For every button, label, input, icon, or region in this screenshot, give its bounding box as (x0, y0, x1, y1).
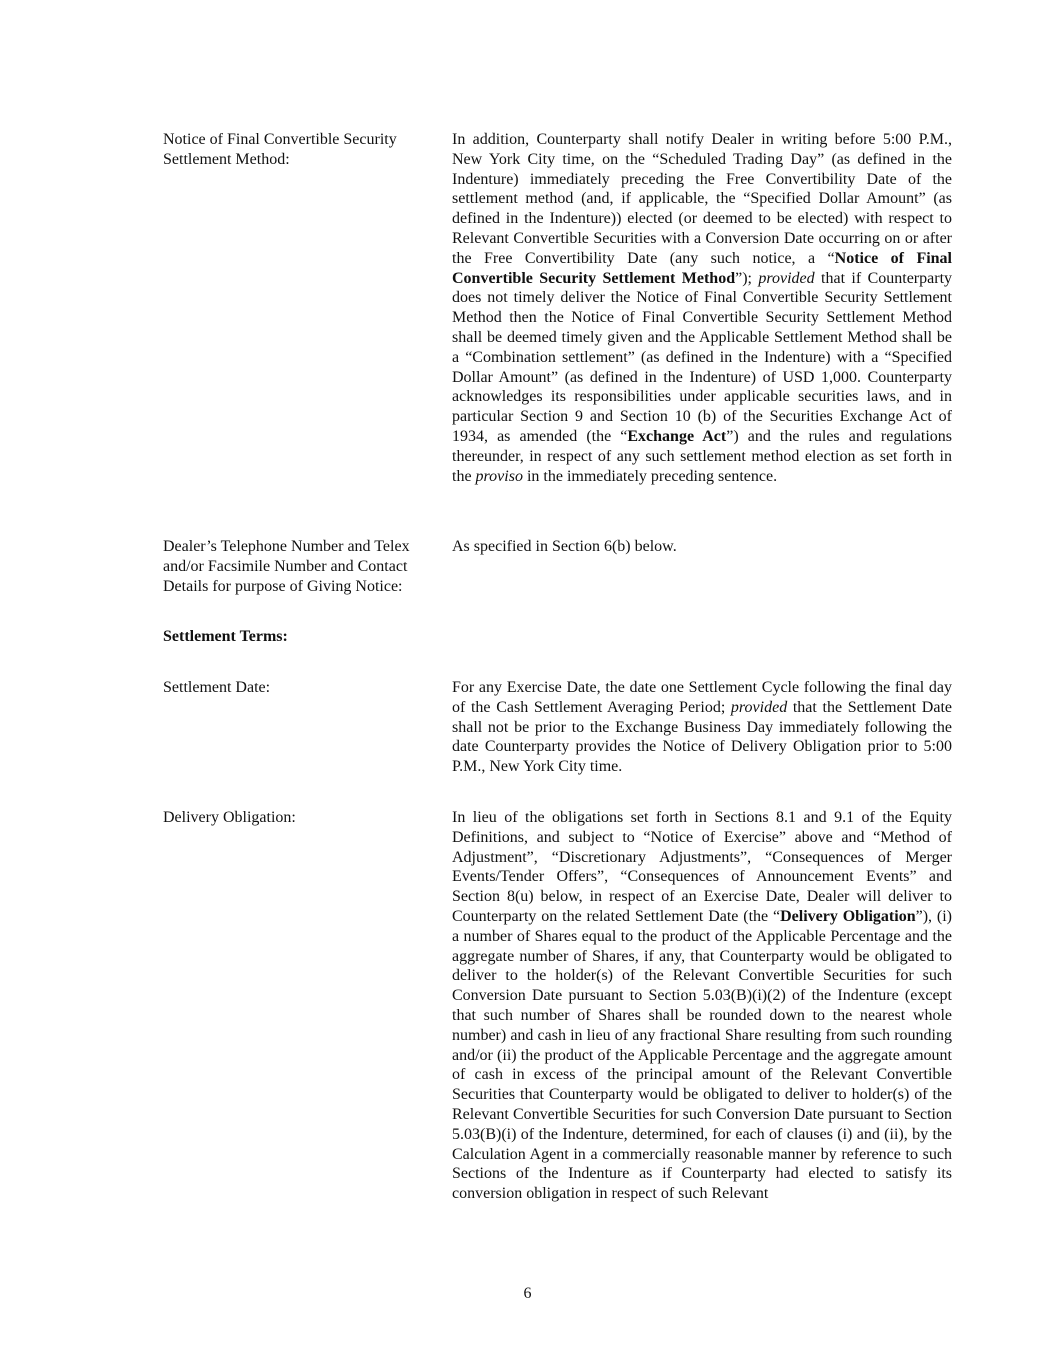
page-number: 6 (523, 1285, 532, 1302)
delivery-obligation-text: In lieu of the obligations set forth in Sections 8.1 and 9.1 of the Equity Definitions, and subject to “Notice of Exercise” above and “Method of Adjustment”, “Discretionary Adjustments”, “Consequences of Merger Events/Tender Offers”, “Consequences of Announcement Events” and Section 8(u) below, in respect of an Exercise Date, Dealer will deliver to Counterparty on the related Settlement Date (the “Delivery Obligation”), (i) a number of Shares equal to the product of the Applicable Percentage and the aggregate number of Shares, if any, that Counterparty would be obligated to deliver to the holder(s) of the Relevant Convertible Securities for such Conversion Date pursuant to Section 5.03(B)(i)(2) of the Indenture (except that such number of Shares shall be rounded down to the nearest whole number) and cash in lieu of any fractional Share resulting from such rounding and/or (ii) the product of the Applicable Percentage and the aggregate amount of cash in excess of the principal amount of the Relevant Convertible Securities that Counterparty would be obligated to deliver to holder(s) of the Relevant Convertible Securities for such Conversion Date pursuant to Section 5.03(B)(i) of the Indenture, determined, for each of clauses (i) and (ii), by the Calculation Agent in a commercially reasonable manner by reference to such Sections of the Indenture as if Counterparty had elected to satisfy its conversion obligation in respect of such Relevant (452, 809, 952, 1203)
dealer-contact-text: As specified in Section 6(b) below. (452, 538, 677, 555)
defined-term: Notice of Final Convertible Security Settlement Method (452, 249, 953, 287)
defined-term: Exchange Act (627, 427, 727, 445)
settlement-date-label: Settlement Date: (163, 679, 271, 696)
dealer-contact-label: Dealer’s Telephone Number and Telex and/or Facsimile Number and Contact Details for purpose of Giving Notice: (163, 538, 410, 595)
notice-final-settlement-method-label: Notice of Final Convertible Security Settlement Method: (163, 131, 397, 168)
notice-final-settlement-method-text: In addition, Counterparty shall notify Dealer in writing before 5:00 P.M., New York City time, on the “Scheduled Trading Day” (as defined in the Indenture) immediately preceding the Free Convertibility Date of the settlement method (and, if applicable, the “Specified Dollar Amount” (as defined in the Indenture)) elected (or deemed to be elected) with respect to Relevant Convertible Securities with a Conversion Date occurring on or after the Free Convertibility Date (any such notice, a “Notice of Final Convertible Security Settlement Method”); provided that if Counterparty does not timely deliver the Notice of Final Convertible Security Settlement Method then the Notice of Final Convertible Security Settlement Method shall be deemed timely given and the Applicable Settlement Method shall be a “Combination settlement” (as defined in the Indenture) with a “Specified Dollar Amount” (as defined in the Indenture) of USD 1,000. Counterparty acknowledges its responsibilities under applicable securities laws, and in particular Section 9 and Section 10 (b) of the Securities Exchange Act of 1934, as amended (the “Exchange Act”) and the rules and regulations thereunder, in respect of any such settlement method election as set forth in the proviso in the immediately preceding sentence. (452, 131, 953, 485)
delivery-obligation-label: Delivery Obligation: (163, 809, 296, 826)
settlement-date-text: For any Exercise Date, the date one Settlement Cycle following the final day of the Cash Settlement Averaging Period; provided that the Settlement Date shall not be prior to the Exchange Business Day immediately following the date Counterparty provides the Notice of Delivery Obligation prior to 5:00 P.M., New York City time. (452, 679, 952, 776)
defined-term: Delivery Obligation (780, 907, 916, 925)
settlement-terms-heading: Settlement Terms: (163, 628, 288, 645)
